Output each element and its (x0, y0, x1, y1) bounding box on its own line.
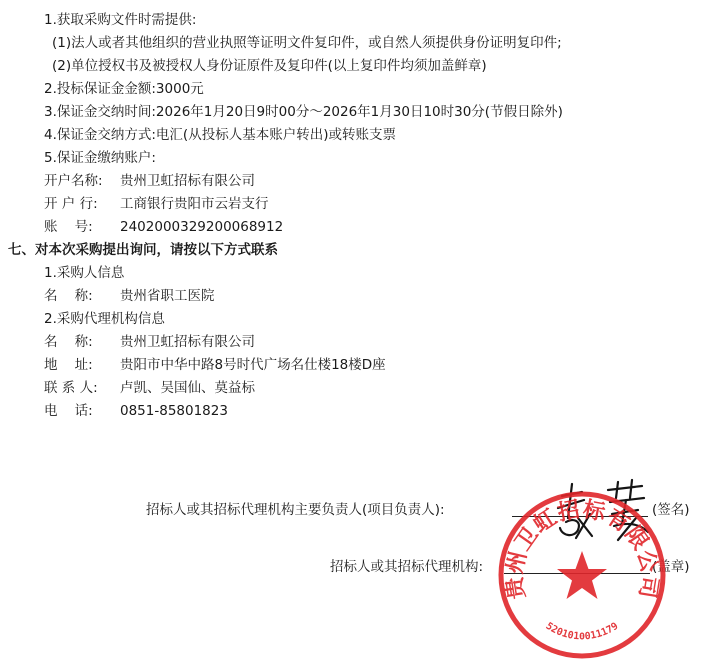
account-name-row (44, 171, 255, 191)
agency-name-value: 贵州卫虹招标有限公司 (120, 334, 255, 350)
signer-suffix: (签名) (652, 502, 690, 518)
agency-address-label: 地 址: (44, 357, 93, 373)
buyer-name-row (44, 286, 215, 306)
deposit-time: 3.保证金交纳时间:2026年1月20日9时00分～2026年1月30日10时30分(节假日除外) (44, 104, 563, 120)
agency-header: 2.采购代理机构信息 (44, 311, 165, 327)
procure-item-1: (1)法人或者其他组织的营业执照等证明文件复印件，或自然人须提供身份证明复印件; (52, 35, 562, 51)
buyer-name-value: 贵州省职工医院 (120, 288, 215, 304)
seal-code: 5201010011179 (543, 620, 621, 643)
account-bank-value: 工商银行贵阳市云岩支行 (120, 196, 269, 212)
agency-contact-label: 联 系 人: (44, 380, 98, 396)
section-7-title: 七、对本次采购提出询问，请按以下方式联系 (8, 242, 278, 258)
account-no-value: 2402000329200068912 (120, 219, 284, 235)
org-suffix: (盖章) (652, 559, 690, 575)
agency-phone-label: 电 话: (44, 403, 93, 419)
buyer-header: 1.采购人信息 (44, 265, 125, 281)
agency-contact-row (44, 378, 255, 398)
agency-name-row (44, 332, 255, 352)
deposit-account-header: 5.保证金缴纳账户: (44, 150, 156, 166)
deposit-method: 4.保证金交纳方式:电汇(从投标人基本账户转出)或转账支票 (44, 127, 396, 143)
company-seal (496, 489, 668, 661)
deposit-amount: 2.投标保证金金额:3000元 (44, 81, 204, 97)
procure-item-2: (2)单位授权书及被授权人身份证原件及复印件(以上复印件均须加盖鲜章) (52, 58, 487, 74)
account-no-row (44, 217, 283, 237)
agency-phone-row (44, 401, 228, 421)
agency-address-row (44, 355, 386, 375)
account-no-label: 账 号: (44, 219, 93, 235)
agency-name-label: 名 称: (44, 334, 93, 350)
agency-address-value: 贵阳市中华中路8号时代广场名仕楼18楼D座 (120, 357, 386, 373)
signer-label: 招标人或其招标代理机构主要负责人(项目负责人): (146, 502, 445, 518)
account-name-value: 贵州卫虹招标有限公司 (120, 173, 255, 189)
agency-contact-value: 卢凯、吴国仙、莫益标 (120, 380, 255, 396)
svg-text:5201010011179 (544, 621, 621, 643)
account-bank-label: 开 户 行: (44, 196, 98, 212)
seal-text: 贵州卫虹招标有限公司 (502, 497, 662, 601)
account-name-label: 开户名称: (44, 173, 103, 189)
account-bank-row (44, 194, 269, 214)
agency-phone-value: 0851-85801823 (120, 403, 228, 419)
procure-header: 1.获取采购文件时需提供: (44, 12, 197, 28)
buyer-name-label: 名 称: (44, 288, 93, 304)
org-label: 招标人或其招标代理机构: (330, 559, 484, 575)
